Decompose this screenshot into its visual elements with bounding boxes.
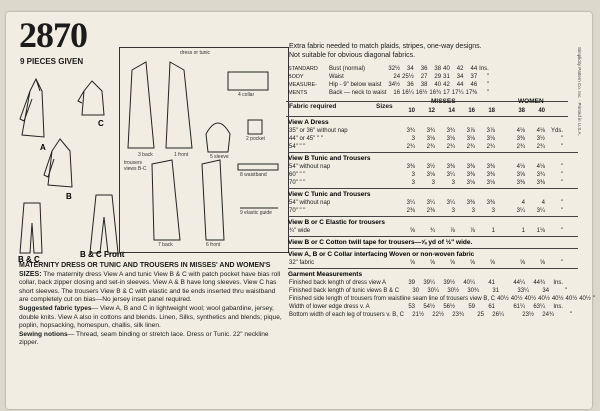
measure-value: 34 xyxy=(456,74,464,80)
row-value: 22½ xyxy=(432,312,444,318)
row-value: 4 xyxy=(541,200,545,206)
piece-trouser-back-shape xyxy=(152,160,180,240)
notions-label: Sewing notions xyxy=(19,330,68,338)
row-value: 30 xyxy=(412,288,420,294)
row-value: 3½ xyxy=(426,164,435,170)
group-title: View B or C Cotton twill tape for trousers—⅝ yd of ½" wide. xyxy=(288,239,473,246)
group-divider xyxy=(288,188,578,189)
group-divider xyxy=(288,152,578,153)
fabric-row xyxy=(288,135,564,143)
misses-label: MISSES xyxy=(431,98,456,105)
row-value: 24¾ xyxy=(542,312,554,318)
size-women: 38 xyxy=(518,108,525,114)
row-value: 53 xyxy=(408,304,415,310)
row-value: 2⅜ xyxy=(426,208,435,214)
measure-value: 38 xyxy=(420,82,428,88)
size-header-row xyxy=(396,107,546,115)
row-value: 34 xyxy=(542,288,550,294)
sizes-label: Sizes xyxy=(376,103,393,110)
row-value: 3 xyxy=(411,180,415,186)
piece-pocket-shape xyxy=(248,120,262,134)
piece-9-label xyxy=(240,210,272,216)
measure-unit: Ins. xyxy=(479,66,489,72)
row-value: 40½ xyxy=(551,296,564,302)
row-value: 3¾ xyxy=(536,172,545,178)
measure-value: 16½ xyxy=(415,90,428,96)
measure-unit: " xyxy=(486,90,489,96)
trousers-figure-2 xyxy=(90,195,118,253)
piece-7-num: 7 xyxy=(158,242,161,248)
row-value: 3¾ xyxy=(426,128,435,134)
fabric-row xyxy=(288,227,564,235)
group-divider xyxy=(288,216,578,217)
pattern-pieces-diagram xyxy=(119,47,289,253)
fabric-row xyxy=(288,163,564,171)
row-value: 3⅛ xyxy=(486,180,495,186)
garment-row xyxy=(288,311,573,319)
row-value: 3⅜ xyxy=(466,200,475,206)
group-divider xyxy=(288,248,578,249)
description-body: The maternity dress View A and tunic View B & C with patch pocket have bias roll collar, back zipper closing and set-in sleeves. View A & B have long sleeves. View C has short sleeves. The trousers View B & C with elastic and tie ends inserted thru waistband are completely cut on bias—No jersey inset panel required. xyxy=(19,270,281,304)
measure-row xyxy=(328,73,490,81)
row-value: ⅝ xyxy=(409,228,415,234)
piece-1-text: front xyxy=(178,152,189,158)
measure-value: 17 xyxy=(443,90,450,96)
measure-name: Back — neck to waist xyxy=(329,90,387,96)
row-unit: " xyxy=(592,296,596,302)
fabric-row xyxy=(288,171,564,179)
piece-2-text: pocket xyxy=(250,136,265,142)
size-misses: 14 xyxy=(448,108,455,114)
figure-label-b: B xyxy=(66,192,72,201)
pattern-description xyxy=(19,262,285,348)
piece-waistband-shape xyxy=(238,164,278,170)
row-value: 3 xyxy=(411,136,415,142)
figure-label-front: Front xyxy=(104,250,125,259)
views-label: views B-C xyxy=(124,166,147,172)
piece-3-label xyxy=(138,152,153,158)
row-unit: " xyxy=(560,228,563,234)
row-label: Finished side length of trousers from waistline seam line of trousers view B, C xyxy=(289,296,496,302)
row-value: 4⅛ xyxy=(536,128,545,134)
piece-6-text: front xyxy=(210,242,221,248)
trousers-figure-1 xyxy=(20,203,42,253)
garment-row xyxy=(288,287,568,295)
row-value: 3¼ xyxy=(406,200,415,206)
women-label: WOMEN xyxy=(518,98,544,105)
group-divider xyxy=(288,268,578,269)
measure-name: Hip - 9" below waist xyxy=(329,82,382,88)
row-label: 54" without nap xyxy=(289,200,331,206)
dress-a-sleeve xyxy=(20,91,32,121)
row-label: Finished back length of dress view A xyxy=(289,280,387,286)
pattern-number: 2870 xyxy=(19,15,87,55)
size-misses: 16 xyxy=(468,108,475,114)
piece-4-text: collar xyxy=(242,92,255,98)
row-label: 32" fabric xyxy=(289,260,315,266)
measure-unit: " xyxy=(486,82,489,88)
row-value: 2¾ xyxy=(516,144,525,150)
row-value: ¾ xyxy=(429,228,435,234)
garment-title: Garment Measurements xyxy=(288,271,363,278)
row-value: 4⅛ xyxy=(536,164,545,170)
piece-front-shape xyxy=(166,62,192,148)
piece-8-label xyxy=(240,172,267,178)
piece-3-num: 3 xyxy=(138,152,141,158)
row-unit: " xyxy=(569,312,572,318)
diagram-title: dress or tunic xyxy=(180,50,211,56)
row-value: 2¾ xyxy=(466,144,475,150)
piece-trouser-front-shape xyxy=(202,160,224,240)
figure-illustrations xyxy=(14,67,124,257)
row-value: 3⅛ xyxy=(426,136,435,142)
divider-2 xyxy=(286,116,568,117)
notions-text: — Thread, seam binding or stretch lace. Dress or Tunic. 22" neckline zipper. xyxy=(19,330,269,347)
row-value: 3⅜ xyxy=(446,164,455,170)
row-value: 40½ xyxy=(565,296,578,302)
group-title: View B Tunic and Trousers xyxy=(288,155,371,162)
row-unit: " xyxy=(560,136,563,142)
row-value: 21½ xyxy=(412,312,424,318)
measure-row xyxy=(328,65,490,73)
measure-value: 29 xyxy=(434,74,442,80)
row-unit: Ins. xyxy=(553,280,563,286)
row-value: 3⅜ xyxy=(466,172,475,178)
measure-value: 36 xyxy=(420,66,428,72)
figure-label-c: C xyxy=(98,119,104,128)
row-value: 4⅛ xyxy=(516,128,525,134)
piece-8-num: 8 xyxy=(240,172,243,178)
row-value: 54½ xyxy=(423,304,435,310)
group-divider xyxy=(288,236,578,237)
row-label: 60" " " xyxy=(289,172,306,178)
garment-row xyxy=(288,295,596,303)
measure-value: 44 xyxy=(470,66,478,72)
measure-value: 34 xyxy=(407,66,414,72)
side-print: Simplicity Pattern Co. Inc. · Printed in U.S.A. xyxy=(577,47,582,136)
row-value: 3 xyxy=(471,208,475,214)
fabric-types-text: — View A, B and C in lightweight wool; wool gabardine, jersey, double knits. View A also in cottons and blends. Linen, Silks, synthetics and blends; pique, poplin, hopsacking, homespun, challis, silk linen. xyxy=(19,304,282,330)
row-value: 59 xyxy=(468,304,475,310)
row-value: 40½ xyxy=(538,296,550,302)
row-value: ⅞ xyxy=(449,228,455,234)
trousers-label: trousers xyxy=(124,160,143,166)
row-value: 40½ xyxy=(579,296,591,302)
pieces-count: 9 PIECES GIVEN xyxy=(20,57,84,66)
measure-value: 25½ xyxy=(402,74,414,80)
measure-name: Waist xyxy=(329,74,344,80)
row-value: 2¾ xyxy=(486,144,495,150)
row-value: 3⅞ xyxy=(466,128,475,134)
group-title: View A, B or C Collar interfacing Woven or non-woven fabric xyxy=(288,251,475,258)
row-unit: " xyxy=(560,260,563,266)
row-value: 3 xyxy=(431,180,435,186)
row-value: 39¼ xyxy=(423,280,435,286)
row-value: ⅝ xyxy=(469,260,475,266)
measure-value: 31 xyxy=(443,74,450,80)
size-misses: 12 xyxy=(428,108,435,114)
piece-sleeve-shape xyxy=(206,123,230,152)
fabric-row xyxy=(288,127,564,135)
piece-9-num: 9 xyxy=(240,210,243,216)
row-value: 61 xyxy=(488,304,495,310)
fabric-row xyxy=(288,179,564,187)
piece-5-text: sleeve xyxy=(214,154,229,160)
row-value: 56½ xyxy=(443,304,455,310)
row-value: 3⅜ xyxy=(486,200,495,206)
measure-value: 40 xyxy=(443,66,450,72)
fabric-row xyxy=(288,259,564,267)
row-value: 3¾ xyxy=(406,128,415,134)
figure-label-bc-2: B & C xyxy=(80,250,102,259)
row-value: 3⅛ xyxy=(426,172,435,178)
row-value: 30¾ xyxy=(467,288,480,294)
row-value: 1⅛ xyxy=(536,228,545,234)
row-label: 44" or 45" " " xyxy=(289,136,323,142)
row-unit: " xyxy=(560,208,563,214)
row-value: 40½ xyxy=(510,296,523,302)
row-value: 33¼ xyxy=(517,288,530,294)
row-value: 3⅛ xyxy=(486,136,495,142)
row-label: ¾" wide xyxy=(289,228,311,234)
row-value: 44¼ xyxy=(513,280,525,286)
row-value: 40¼ xyxy=(463,280,475,286)
group-title: View B or C Elastic for trousers xyxy=(288,219,386,226)
piece-9-text: elastic guide xyxy=(244,210,272,216)
measure-value: 42 xyxy=(443,82,450,88)
piece-7-label xyxy=(158,242,173,248)
row-label: 54" without nap xyxy=(289,164,331,170)
row-value: 3⅜ xyxy=(406,164,415,170)
measure-name: Bust (normal) xyxy=(329,66,366,72)
piece-2-label xyxy=(246,136,265,142)
group-title: View C Tunic and Trousers xyxy=(288,191,371,198)
size-women: 40 xyxy=(538,108,545,114)
piece-5-label xyxy=(210,154,229,160)
row-value: 30½ xyxy=(447,288,460,294)
row-value: 3¼ xyxy=(426,200,435,206)
measure-row xyxy=(328,81,490,89)
row-value: 3⅞ xyxy=(486,128,495,134)
measure-value: 24 xyxy=(393,74,401,80)
garment-row xyxy=(288,303,564,311)
row-unit: " xyxy=(560,200,563,206)
row-value: 3⅝ xyxy=(516,172,525,178)
measure-value: 17⅜ xyxy=(465,90,478,96)
row-value: 23¾ xyxy=(452,312,464,318)
label-standard: STANDARD xyxy=(288,66,318,72)
row-value: 3¼ xyxy=(446,172,455,178)
row-value: 3½ xyxy=(536,136,545,142)
row-value: 30¼ xyxy=(427,288,440,294)
piece-collar-shape xyxy=(228,72,268,90)
piece-6-num: 6 xyxy=(206,242,209,248)
piece-1-num: 1 xyxy=(174,152,177,158)
fabric-row xyxy=(288,207,564,215)
row-value: 26¼ xyxy=(492,312,504,318)
figure-label-a: A xyxy=(40,143,46,152)
row-value: 39½ xyxy=(443,280,455,286)
measure-value: 36 xyxy=(407,82,414,88)
row-value: ⅝ xyxy=(519,260,525,266)
fabric-row xyxy=(288,199,564,207)
measure-value: 37 xyxy=(470,74,478,80)
measure-value: 17¼ xyxy=(451,90,464,96)
figure-label-bc-1: B & C xyxy=(18,255,40,264)
measure-value: 16¼ xyxy=(402,90,414,96)
row-unit: " xyxy=(560,180,563,186)
label-measure: MEASURE- xyxy=(288,82,318,88)
measure-value: 46 xyxy=(470,82,478,88)
row-value: 2¾ xyxy=(426,144,435,150)
row-unit: Ins. xyxy=(553,304,563,310)
measure-row xyxy=(328,89,490,97)
piece-back-shape xyxy=(128,62,154,148)
row-unit: " xyxy=(564,288,568,294)
row-value: 3⅛ xyxy=(466,180,475,186)
row-value: 3⅜ xyxy=(486,164,495,170)
row-value: ⅞ xyxy=(469,228,475,234)
row-value: 44¾ xyxy=(533,280,545,286)
row-unit: " xyxy=(560,164,563,170)
row-value: 4 xyxy=(521,200,525,206)
piece-6-label xyxy=(206,242,220,248)
fabric-required-label: Fabric required xyxy=(289,103,337,110)
row-value: 2⅜ xyxy=(406,208,415,214)
size-misses: 10 xyxy=(408,108,415,114)
row-value: 3¼ xyxy=(446,200,455,206)
measure-value: 38 xyxy=(434,66,442,72)
envelope-back xyxy=(6,12,596,409)
standard-labels xyxy=(288,65,318,97)
row-value: 3¼ xyxy=(516,208,525,214)
extra-fabric-note-1: Extra fabric needed to match plaids, stripes, one-way designs. xyxy=(289,43,482,50)
tunic-b-sleeve xyxy=(44,151,54,177)
row-value: 3⅜ xyxy=(516,180,525,186)
measure-value: 44 xyxy=(456,82,464,88)
body-measure-table xyxy=(328,65,490,97)
row-value: ⅝ xyxy=(539,260,545,266)
row-value: 39 xyxy=(408,280,415,286)
row-value: 3⅜ xyxy=(536,180,545,186)
piece-5-num: 5 xyxy=(210,154,213,160)
fabric-types-label: Suggested fabric types xyxy=(19,304,92,312)
fabric-row xyxy=(288,143,564,151)
measure-value: 42 xyxy=(456,66,464,72)
dress-a-figure xyxy=(22,79,44,137)
row-value: 41 xyxy=(488,280,495,286)
row-value: 1 xyxy=(521,228,525,234)
row-value: 2¾ xyxy=(446,144,455,150)
row-value: 4⅛ xyxy=(516,164,525,170)
piece-8-text: waistband xyxy=(244,172,267,178)
piece-3-text: back xyxy=(142,152,153,158)
row-value: 3⅜ xyxy=(516,136,525,142)
row-unit: " xyxy=(560,172,563,178)
extra-fabric-note-2: Not suitable for obvious diagonal fabrics. xyxy=(289,52,416,59)
piece-2-num: 2 xyxy=(246,136,249,142)
piece-1-label xyxy=(174,152,188,158)
row-value: 1 xyxy=(491,228,495,234)
row-value: 3¾ xyxy=(446,128,455,134)
garment-row xyxy=(288,279,564,287)
row-unit: Yds. xyxy=(550,128,563,134)
row-value: 3⅛ xyxy=(446,136,455,142)
row-label: 35" or 36" without nap xyxy=(289,128,348,134)
row-label: 70" " " xyxy=(289,208,306,214)
row-unit: " xyxy=(560,144,563,150)
row-value: 2¾ xyxy=(406,144,415,150)
row-label: Width of lower edge dress v. A xyxy=(289,304,370,310)
size-misses: 18 xyxy=(488,108,495,114)
size-header xyxy=(396,107,546,115)
row-value: 23½ xyxy=(522,312,534,318)
measure-value: 40 xyxy=(434,82,442,88)
piece-7-text: back xyxy=(162,242,173,248)
fabric-requirements xyxy=(288,118,596,319)
row-label: Finished back length of tunic views B & C xyxy=(289,288,400,294)
measure-value: 32½ xyxy=(388,66,401,72)
row-value: ⅝ xyxy=(429,260,435,266)
measure-unit: " xyxy=(486,74,489,80)
piece-4-num: 4 xyxy=(238,92,241,98)
row-value: 25 xyxy=(477,312,484,318)
label-ments: MENTS xyxy=(288,90,308,96)
group-title: View A Dress xyxy=(288,119,329,126)
measure-value: 27 xyxy=(420,74,428,80)
row-label: Bottom width of each leg of trousers v. B, C xyxy=(289,312,404,318)
row-value: 3 xyxy=(411,172,415,178)
row-value: 3 xyxy=(451,208,455,214)
row-value: 3¼ xyxy=(536,208,545,214)
row-value: ⅝ xyxy=(489,260,495,266)
row-value: 40½ xyxy=(524,296,537,302)
piece-4-label xyxy=(238,92,254,98)
label-body: BODY xyxy=(288,74,304,80)
row-label: 70" " " xyxy=(289,180,306,186)
row-value: 3 xyxy=(491,208,495,214)
row-value: 40½ xyxy=(497,296,509,302)
row-value: 3⅜ xyxy=(486,172,495,178)
description-heading: MATERNITY DRESS OR TUNIC AND TROUSERS IN MISSES' AND WOMEN'S SIZES: xyxy=(19,262,271,278)
row-value: ⅝ xyxy=(409,260,415,266)
measure-value: 34½ xyxy=(388,82,401,88)
row-value: 63¼ xyxy=(533,304,545,310)
tunic-c-figure xyxy=(82,81,104,115)
row-value: 2¾ xyxy=(536,144,545,150)
row-value: 3 xyxy=(451,180,455,186)
tunic-b-figure xyxy=(48,139,72,187)
row-value: 3⅛ xyxy=(466,136,475,142)
row-value: 31 xyxy=(492,288,500,294)
row-value: ⅝ xyxy=(449,260,455,266)
row-value: 61¼ xyxy=(513,304,525,310)
measure-value: 16 xyxy=(393,90,401,96)
row-value: 3⅜ xyxy=(466,164,475,170)
row-label: 54" " " xyxy=(289,144,306,150)
measure-value: 16¾ xyxy=(429,90,442,96)
